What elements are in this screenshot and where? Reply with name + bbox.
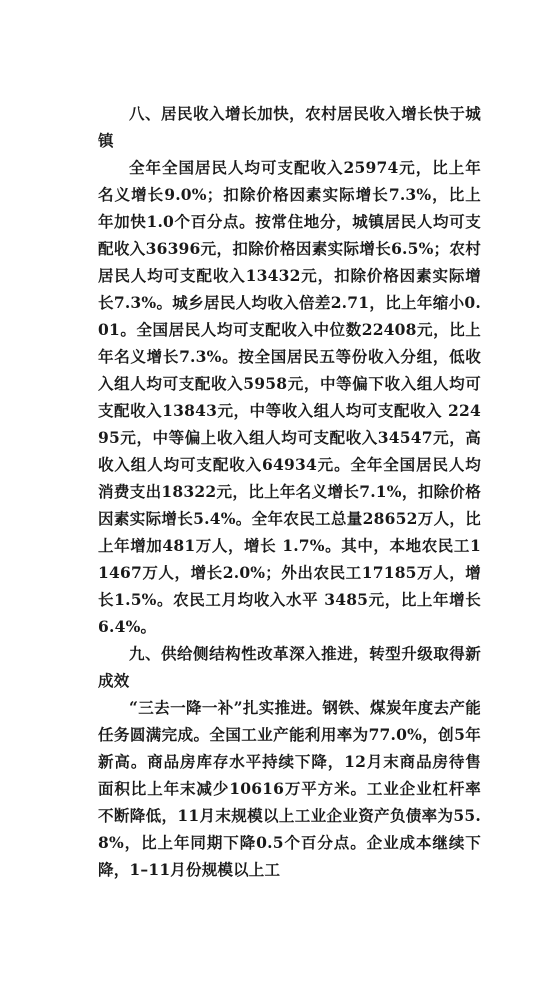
section-heading-8: 八、居民收入增长加快，农村居民收入增长快于城镇 <box>98 104 481 150</box>
paragraph-supply-side-reform: “三去一降一补”扎实推进。钢铁、煤炭年度去产能任务圆满完成。全国工业产能利用率为77.0%，创5年新高。商品房库存水平持续下降，12月末商品房待售面积比上年末减少10616万平方米。工业企业杠杆率不断降低，11月末规模以上工业企业资产负债率为55.8%，比上年同期下降0.5个百分点。企业成本继续下降，1–11月份规模以上工 <box>98 698 481 879</box>
paragraph-income: 全年全国居民人均可支配收入25974元，比上年名义增长9.0%；扣除价格因素实际增长7.3%，比上年加快1.0个百分点。按常住地分，城镇居民人均可支配收入36396元，扣除价格因素实际增长6.5%；农村居民人均可支配收入13432元，扣除价格因素实际增长7.3%。城乡居民人均收入倍差2.71，比上年缩小0.01。全国居民人均可支配收入中位数22408元，比上年名义增长7.3%。按全国居民五等份收入分组，低收入组人均可支配收入5958元，中等偏下收入组人均可支配收入13843元，中等收入组人均可支配收入 22495元，中等偏上收入组人均可支配收入34547元，高收入组人均可支配收入64934元。全年全国居民人均消费支出18322元，比上年名义增长7.1%，扣除价格因素实际增长5.4%。全年农民工总量28652万人，比上年增加481万人，增长 1.7%。其中，本地农民工11467万人，增长2.0%；外出农民工17185万人，增长1.5%。农民工月均收入水平 3485元，比上年增长6.4%。 <box>98 158 481 636</box>
document-page <box>98 100 481 883</box>
section-heading-9: 九、供给侧结构性改革深入推进，转型升级取得新成效 <box>98 644 481 690</box>
